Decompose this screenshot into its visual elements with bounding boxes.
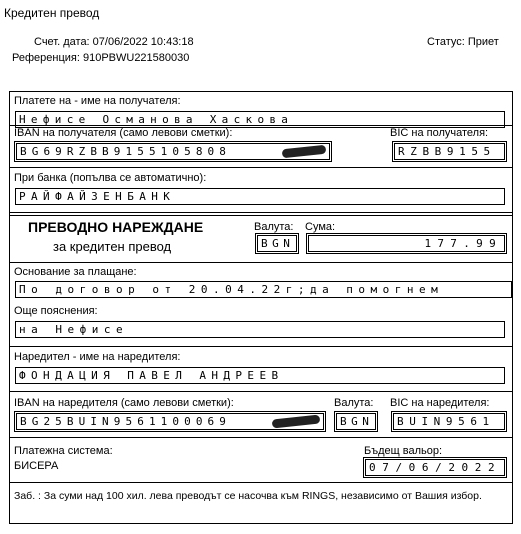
currency-label: Валута: — [254, 221, 294, 233]
payment-order-form — [9, 91, 513, 524]
amount-field[interactable]: 177.99 — [308, 235, 505, 252]
divider — [10, 167, 512, 168]
payee-field[interactable]: Нефисе Османова Хаскова — [15, 111, 505, 128]
status-text: Статус: Приет — [427, 36, 499, 48]
bank-label: При банка (попълва се автоматично): — [14, 172, 207, 184]
payer-label: Наредител - име на наредителя: — [14, 351, 181, 363]
divider — [10, 482, 512, 483]
reason-field[interactable]: По договор от 20.04.22г;да помогнем — [15, 281, 512, 298]
payment-system-label: Платежна система: — [14, 445, 113, 457]
payer-field: ФОНДАЦИЯ ПАВЕЛ АНДРЕЕВ — [15, 367, 505, 384]
iban-payer-field[interactable]: BG25BUIN9561100069 — [16, 413, 324, 430]
iban-payee-label: IBAN на получателя (само левови сметки): — [14, 127, 233, 139]
more-info-field[interactable]: на Нефисе — [15, 321, 505, 338]
divider — [10, 346, 512, 347]
divider — [10, 212, 512, 213]
bic-payer-label: BIC на наредителя: — [390, 397, 490, 409]
accounting-date: Счет. дата: 07/06/2022 10:43:18 — [34, 36, 194, 48]
order-subtitle: за кредитен превод — [53, 239, 172, 254]
bank-field: РАЙФАЙЗЕНБАНК — [15, 188, 505, 205]
divider — [10, 262, 512, 263]
order-title: ПРЕВОДНО НАРЕЖДАНЕ — [28, 219, 204, 235]
iban-payer-label: IBAN на наредителя (само левови сметки): — [14, 397, 234, 409]
reference-number: Референция: 910PBWU221580030 — [12, 52, 190, 64]
currency2-label: Валута: — [334, 397, 374, 409]
value-date-field[interactable]: 07/06/2022 — [365, 459, 505, 476]
reason-label: Основание за плащане: — [14, 266, 137, 278]
currency-field[interactable]: BGN — [257, 235, 297, 252]
page-title: Кредитен превод — [4, 6, 100, 20]
bic-payer-field[interactable]: BUIN9561 — [393, 413, 505, 430]
divider — [10, 437, 512, 438]
divider — [10, 215, 512, 216]
payee-label: Платете на - име на получателя: — [14, 95, 181, 107]
iban-payee-field[interactable]: BG69RZBB9155105808 — [16, 143, 330, 160]
divider — [10, 125, 512, 126]
payment-system-value: БИСЕРА — [14, 460, 59, 472]
rings-note: Заб. : За суми над 100 хил. лева преводът се насочва към RINGS, независимо от Вашия избор. — [14, 490, 482, 502]
bic-payee-field[interactable]: RZBB9155 — [394, 143, 505, 160]
bic-payee-label: BIC на получателя: — [390, 127, 489, 139]
divider — [10, 391, 512, 392]
more-info-label: Още пояснения: — [14, 305, 98, 317]
value-date-label: Бъдещ вальор: — [364, 445, 443, 457]
amount-label: Сума: — [305, 221, 336, 233]
currency2-field[interactable]: BGN — [336, 413, 376, 430]
